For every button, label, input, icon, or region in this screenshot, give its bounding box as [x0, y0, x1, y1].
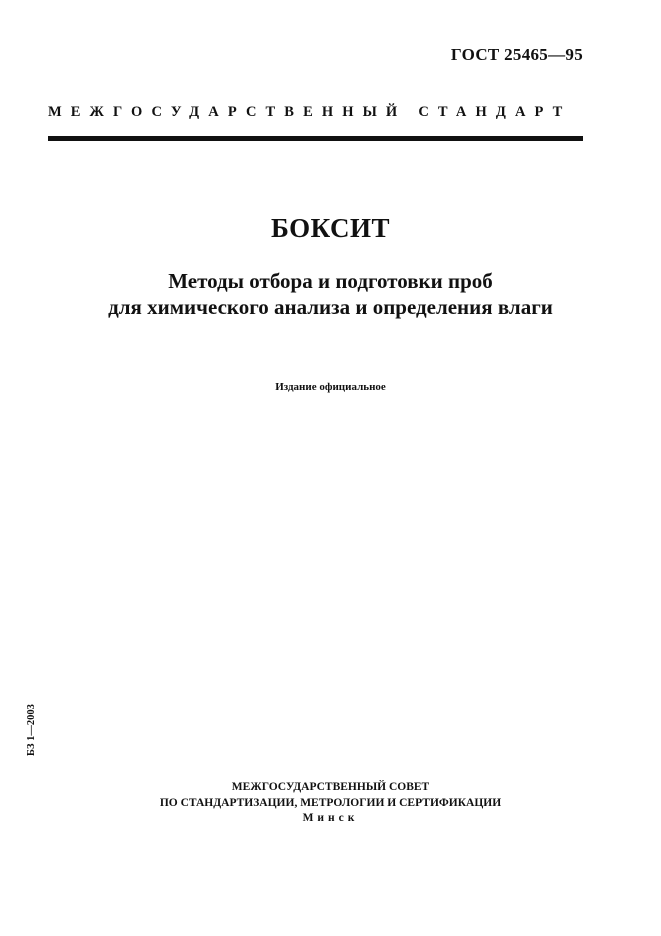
standard-type-word-2: СТАНДАРТ	[418, 104, 572, 120]
publisher-line-1: МЕЖГОСУДАРСТВЕННЫЙ СОВЕТ	[231, 781, 430, 793]
standard-type-word-1: МЕЖГОСУДАРСТВЕННЫЙ	[48, 104, 407, 120]
standard-type-heading	[48, 104, 583, 121]
publisher-block	[0, 779, 661, 826]
document-subtitle	[0, 268, 661, 320]
edition-note: Издание официальное	[275, 381, 386, 393]
subtitle-line-1: Методы отбора и подготовки проб	[168, 269, 493, 293]
document-code: ГОСТ 25465—95	[450, 45, 583, 64]
publisher-line-2: ПО СТАНДАРТИЗАЦИИ, МЕТРОЛОГИИ И СЕРТИФИКАЦИИ	[159, 797, 502, 809]
side-catalog-mark: БЗ 1—2003	[26, 704, 37, 756]
header-rule	[48, 136, 583, 141]
publisher-city: Минск	[302, 812, 359, 824]
subtitle-line-2: для химического анализа и определения влаги	[108, 295, 553, 319]
document-title: БОКСИТ	[270, 213, 391, 243]
